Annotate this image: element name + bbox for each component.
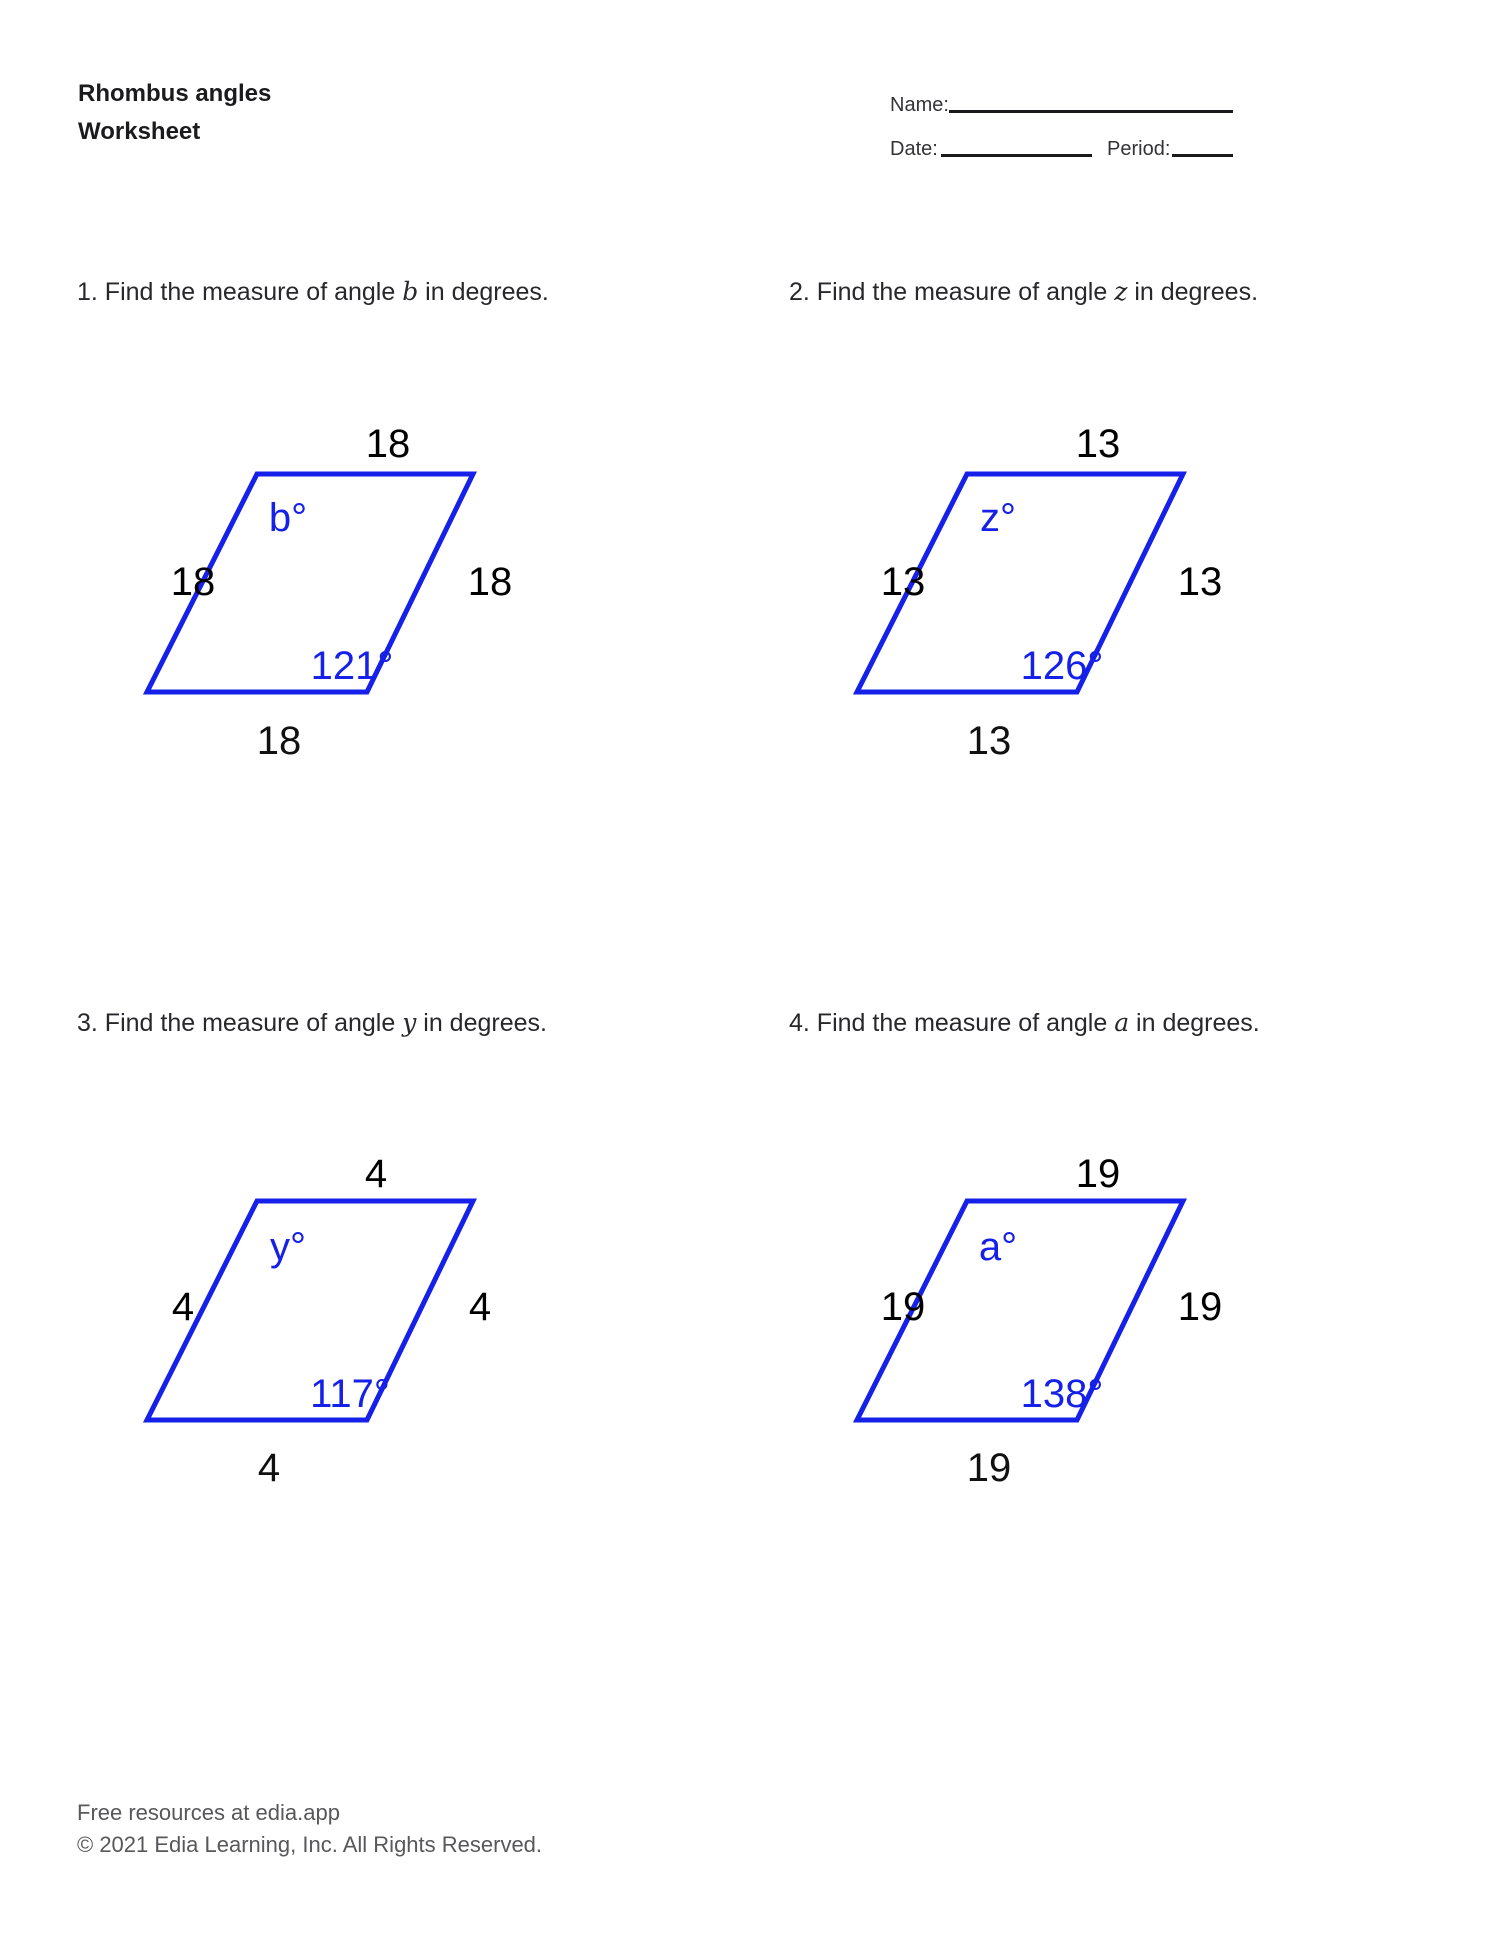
side-length-bottom-clipped: [966, 1446, 1012, 1490]
unknown-angle-label: a°: [978, 1225, 1018, 1269]
side-length-left: 18: [170, 560, 216, 604]
page-subtitle: Worksheet: [78, 118, 201, 145]
given-angle-label: 121°: [310, 644, 394, 688]
side-length-left: 4: [171, 1285, 195, 1329]
prompt-variable: a: [1114, 1008, 1130, 1037]
given-angle-label: 126°: [1020, 644, 1104, 688]
unknown-angle-label: y°: [270, 1225, 306, 1269]
side-length-top: 4: [364, 1152, 388, 1196]
side-length-left: 13: [880, 560, 926, 604]
unknown-angle-label: b°: [268, 496, 308, 540]
given-angle-label: 138°: [1020, 1372, 1104, 1416]
name-label: Name:: [890, 94, 949, 116]
side-length-bottom-clipped: [257, 1446, 281, 1490]
prompt-variable: y: [402, 1008, 417, 1037]
prompt-suffix: in degrees.: [418, 278, 549, 306]
side-length-right: 13: [1177, 560, 1223, 604]
side-length-right: 19: [1177, 1285, 1223, 1329]
side-length-left: 19: [880, 1285, 926, 1329]
side-length-top: 13: [1075, 422, 1121, 466]
given-angle-label: 117°: [310, 1372, 390, 1416]
prompt-prefix: 4. Find the measure of angle: [789, 1009, 1115, 1037]
date-label: Date:: [890, 138, 938, 160]
problem-2-prompt: [789, 277, 1258, 307]
prompt-variable: b: [402, 277, 419, 306]
side-length-top: 18: [365, 422, 411, 466]
footer-resources-text: Free resources at edia.app: [77, 1800, 340, 1825]
problem-1-prompt: [77, 277, 549, 307]
problem-4-prompt: [789, 1008, 1260, 1038]
side-length-bottom-clipped: [966, 719, 1012, 763]
side-length-bottom-value: 13: [966, 719, 1012, 763]
footer-copyright-text: © 2021 Edia Learning, Inc. All Rights Reserved.: [77, 1832, 543, 1857]
side-length-bottom-value: 19: [966, 1446, 1012, 1490]
prompt-suffix: in degrees.: [1129, 1009, 1260, 1037]
prompt-suffix: in degrees.: [1127, 278, 1259, 306]
side-length-bottom-value: 18: [256, 719, 302, 763]
prompt-prefix: 2. Find the measure of angle: [789, 278, 1115, 306]
problem-3-prompt: [77, 1008, 547, 1038]
prompt-suffix: in degrees.: [416, 1009, 547, 1037]
prompt-prefix: 3. Find the measure of angle: [77, 1009, 403, 1037]
prompt-variable: z: [1114, 277, 1128, 306]
side-length-right: 18: [467, 560, 513, 604]
page-title: Rhombus angles: [78, 80, 272, 107]
side-length-bottom-value: 4: [257, 1446, 281, 1490]
unknown-angle-label: z°: [980, 496, 1016, 540]
prompt-prefix: 1. Find the measure of angle: [77, 278, 403, 306]
side-length-right: 4: [468, 1285, 492, 1329]
period-label: Period:: [1107, 138, 1171, 160]
side-length-top: 19: [1075, 1152, 1121, 1196]
side-length-bottom-clipped: [256, 719, 302, 763]
